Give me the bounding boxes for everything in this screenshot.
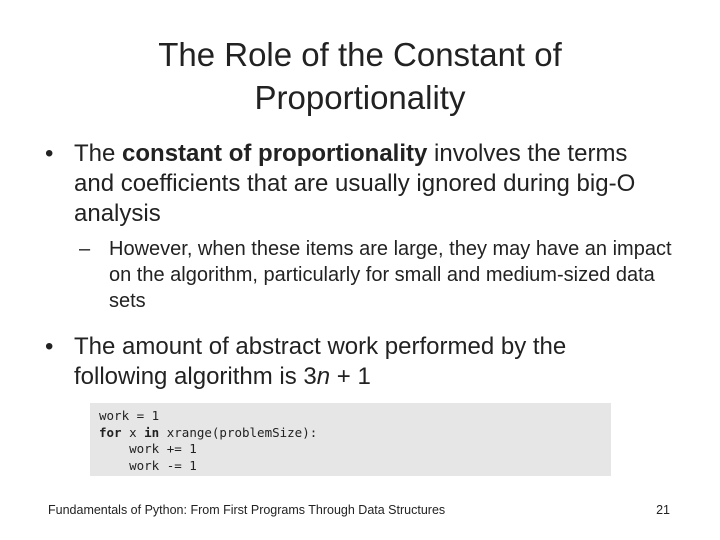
code-line-4: work -= 1 <box>99 457 197 473</box>
bullet-mark: • <box>45 140 54 167</box>
sub-bullet-text: However, when these items are large, they may have an impact on the algorithm, particularly for small and medium-sized data sets <box>109 238 672 312</box>
bullet-abstract-work <box>45 332 645 392</box>
page-number: 21 <box>656 503 670 517</box>
bullet-text-after: + 1 <box>330 363 371 390</box>
sub-bullet-large-items <box>79 236 679 314</box>
bullet-text-bold: constant of proportionality <box>122 140 428 167</box>
code-keyword-for: for <box>99 424 122 440</box>
slide-title-line-2: Proportionality <box>254 78 466 116</box>
code-line-2 <box>99 425 611 442</box>
code-line-3: work += 1 <box>99 441 197 456</box>
bullet-text <box>45 139 645 229</box>
bullet-text <box>45 332 645 392</box>
bullet-text-after: involves the terms and coefficients that are usually ignored during big-O analysis <box>74 140 636 227</box>
code-line-1: work = 1 <box>99 408 160 423</box>
code-keyword-in: in <box>144 424 160 440</box>
footer-text: Fundamentals of Python: From First Programs Through Data Structures <box>48 503 446 517</box>
slide-title <box>60 34 660 120</box>
code-text: x <box>121 424 145 440</box>
bullet-text-italic: n <box>316 363 331 390</box>
code-text: xrange(problemSize): <box>159 424 318 440</box>
slide-title-line-1: The Role of the Constant of <box>158 36 562 73</box>
bullet-constant-of-proportionality <box>45 139 645 229</box>
sub-bullet-mark: – <box>79 238 91 260</box>
bullet-mark: • <box>45 333 54 360</box>
code-block <box>90 403 611 476</box>
bullet-text-before: The amount of abstract work performed by the following algorithm is 3 <box>74 333 567 390</box>
bullet-text-before: The <box>74 140 123 167</box>
